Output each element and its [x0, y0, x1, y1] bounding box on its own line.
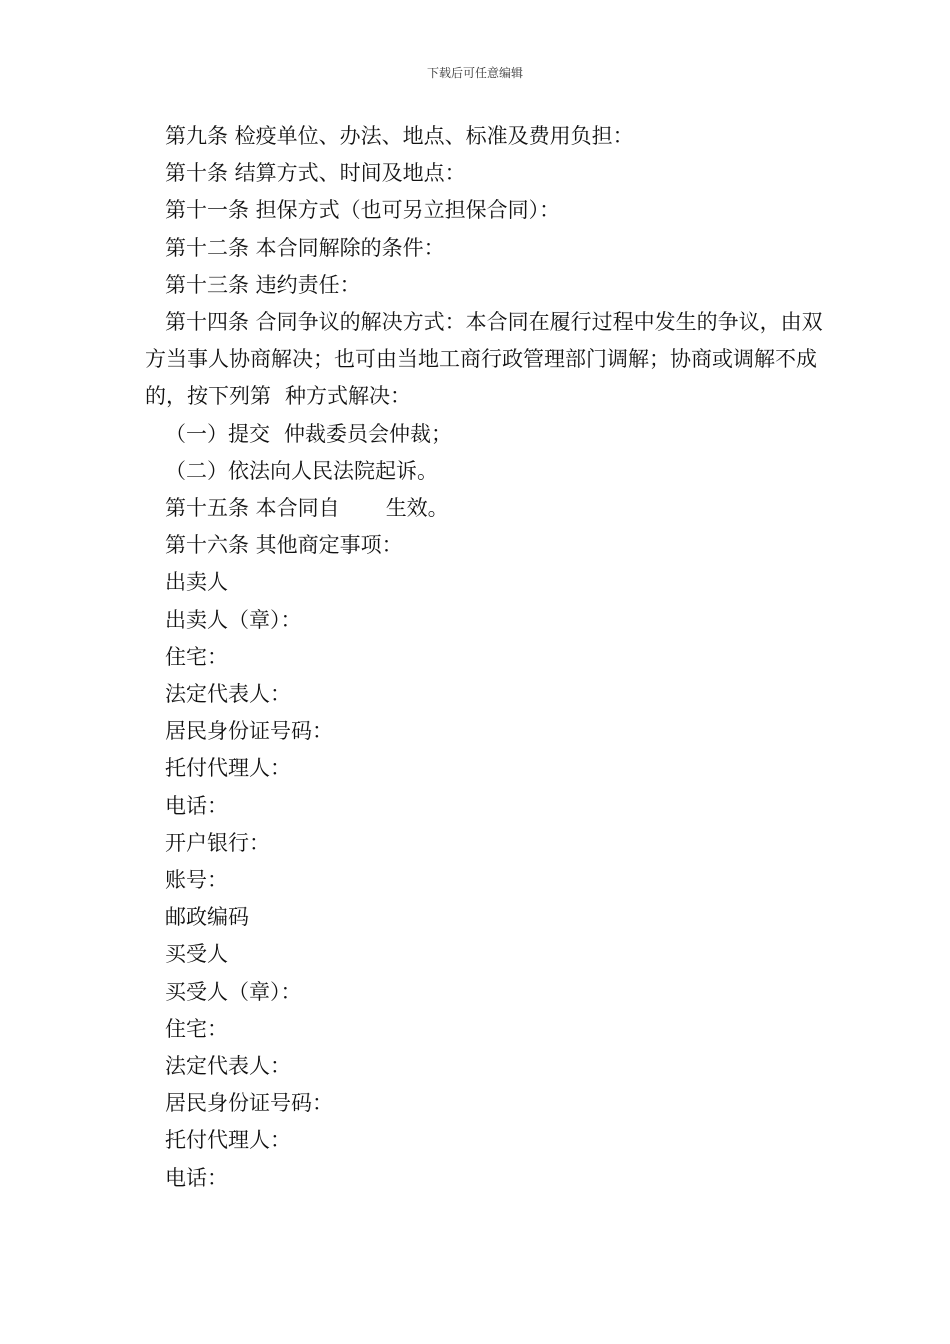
clause-13: 第十三条 违约责任：	[165, 272, 361, 297]
buyer-agent: 托付代理人：	[165, 1128, 291, 1153]
page-header: 下载后可任意编辑	[426, 66, 523, 80]
buyer-title: 买受人	[165, 942, 228, 967]
seller-legal-rep: 法定代表人：	[165, 682, 291, 707]
seller-agent: 托付代理人：	[165, 756, 291, 781]
seller-title: 出卖人	[165, 570, 228, 595]
buyer-id-number: 居民身份证号码：	[165, 1091, 333, 1116]
option-1-prefix: （一）提交	[165, 421, 270, 446]
buyer-address: 住宅：	[165, 1016, 228, 1041]
seller-postcode: 邮政编码	[165, 905, 249, 930]
seller-account: 账号：	[165, 868, 228, 893]
clause-16: 第十六条 其他商定事项：	[165, 533, 403, 558]
clause-10: 第十条 结算方式、时间及地点：	[165, 161, 466, 186]
clause-9: 第九条 检疫单位、办法、地点、标准及费用负担：	[165, 124, 634, 148]
buyer-legal-rep: 法定代表人：	[165, 1054, 291, 1079]
clause-15-suffix: 生效。	[385, 496, 449, 521]
clause-15	[145, 490, 845, 527]
buyer-phone: 电话：	[165, 1165, 228, 1190]
seller-seal: 出卖人（章）：	[165, 607, 302, 632]
seller-address: 住宅：	[165, 644, 228, 669]
clause-14	[145, 304, 825, 416]
seller-id-number: 居民身份证号码：	[165, 719, 333, 744]
option-1-suffix: 仲裁委员会仲裁；	[284, 421, 452, 446]
dispute-option-1	[145, 416, 845, 453]
buyer-seal: 买受人（章）：	[165, 979, 302, 1004]
clause-11: 第十一条 担保方式（也可另立担保合同）：	[165, 198, 561, 223]
clause-14-text: 第十四条 合同争议的解决方式：本合同在履行过程中发生的争议，由双方当事人协商解决；也可由当地工商行政管理部门调解；协商或调解不成的，按下列第	[145, 310, 823, 409]
clause-12: 第十二条 本合同解除的条件：	[165, 235, 445, 260]
dispute-option-2: （二）依法向人民法院起诉。	[165, 458, 438, 483]
seller-bank: 开户银行：	[165, 830, 270, 855]
contract-body	[145, 118, 845, 1197]
seller-phone: 电话：	[165, 793, 228, 818]
clause-14-suffix: 种方式解决：	[285, 384, 411, 409]
clause-15-prefix: 第十五条 本合同自	[165, 496, 340, 521]
